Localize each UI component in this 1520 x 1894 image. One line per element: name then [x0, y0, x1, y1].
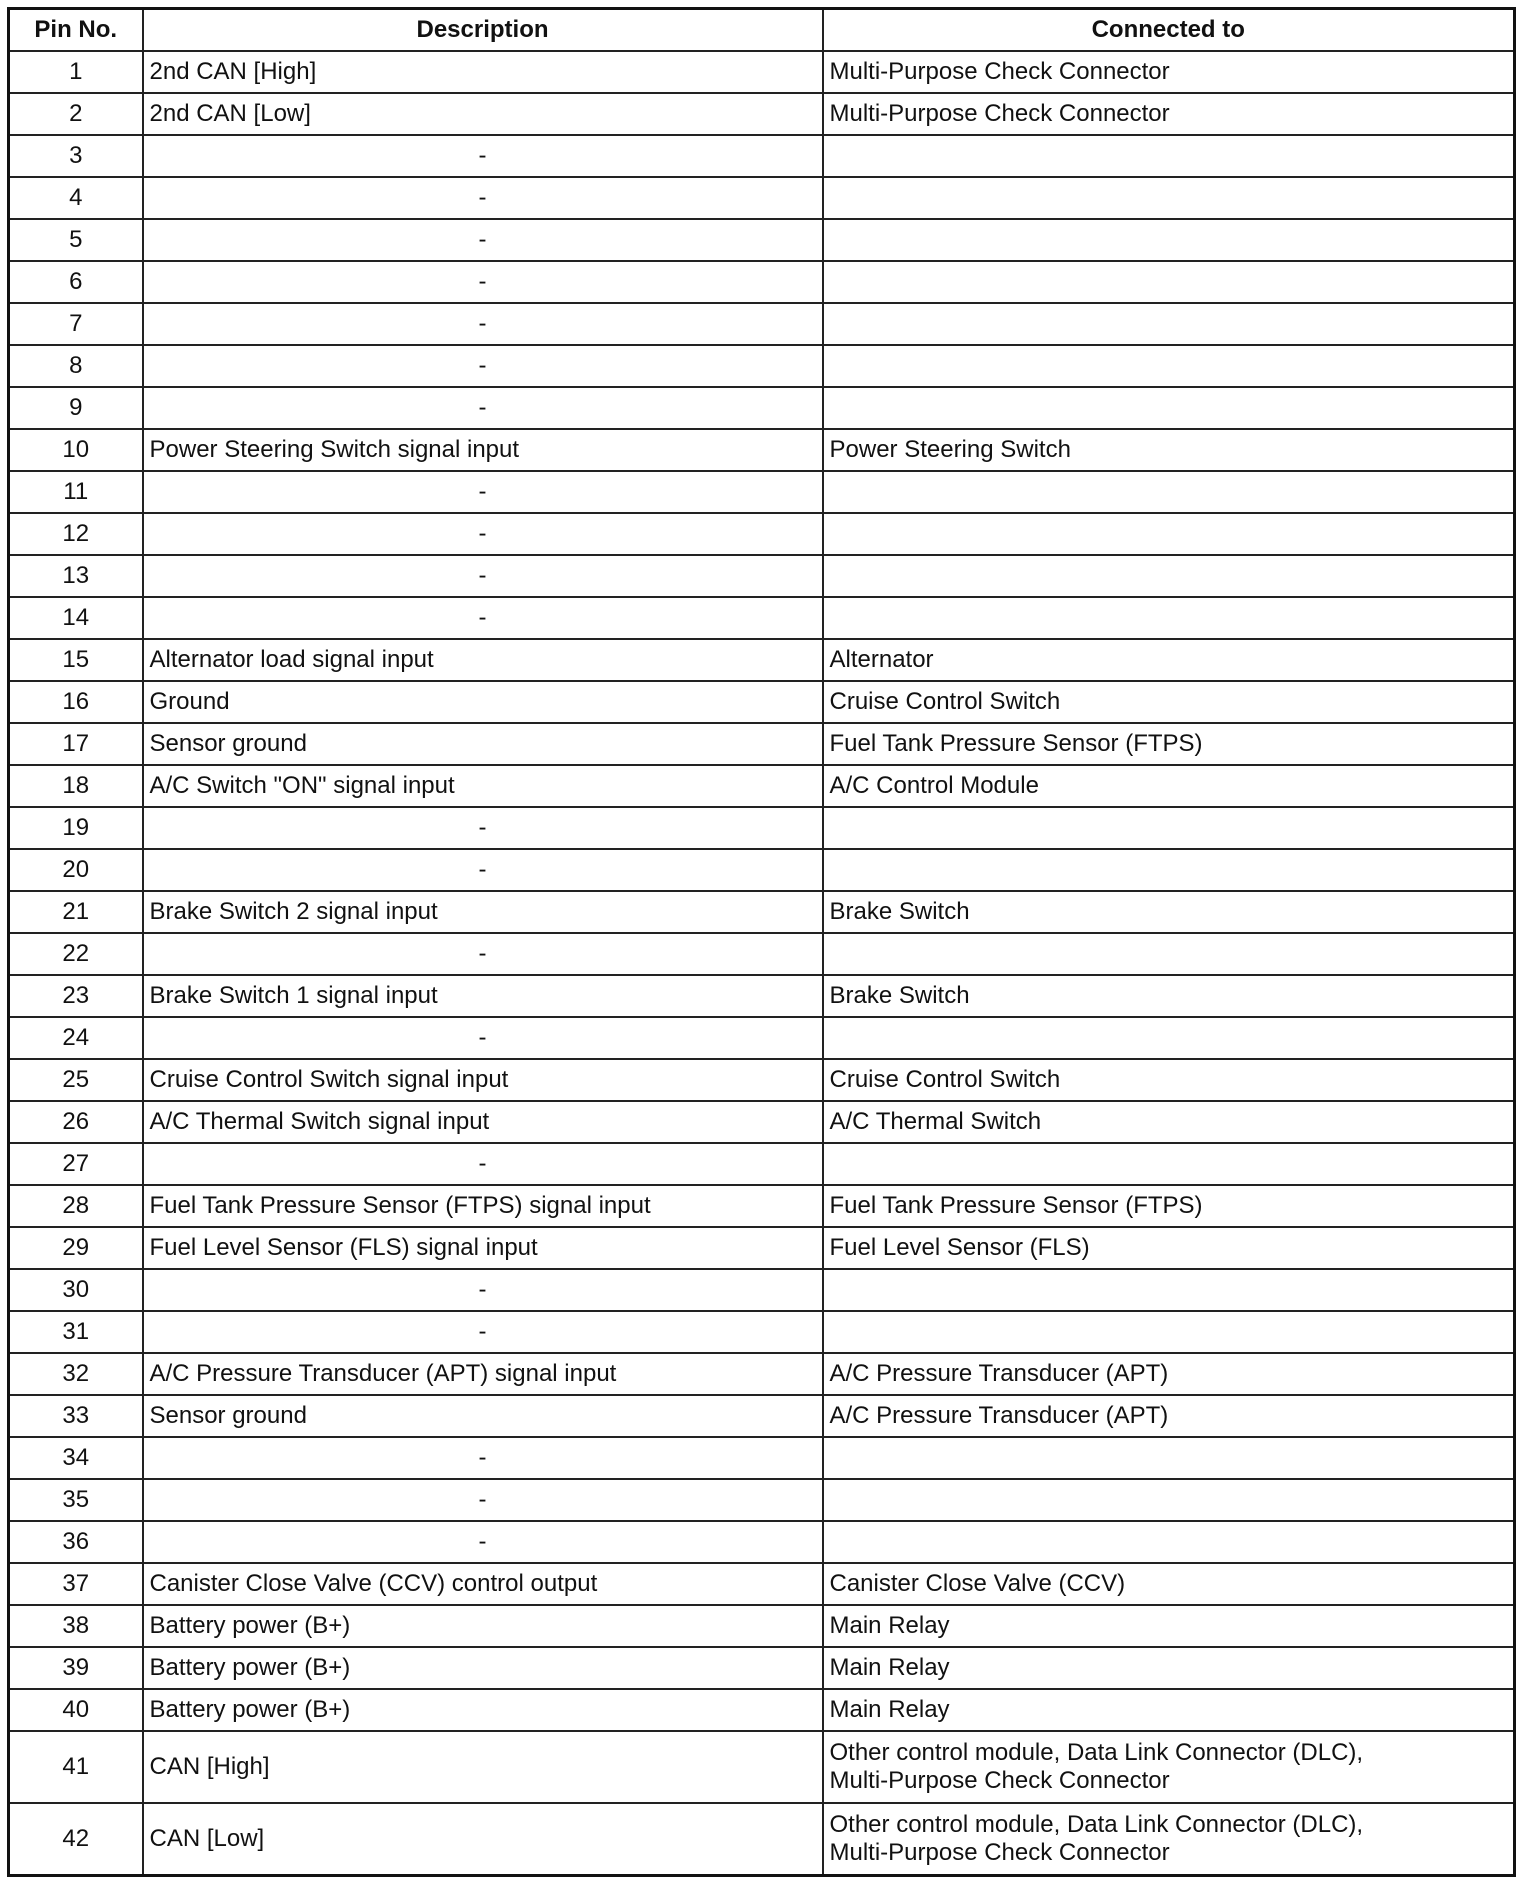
pin-connected-to — [823, 891, 1515, 933]
pin-number: 41 — [9, 1731, 143, 1803]
pin-connected-to — [823, 1803, 1515, 1876]
pin-number: 24 — [9, 1017, 143, 1059]
pin-description: - — [143, 387, 823, 429]
pin-description: - — [143, 807, 823, 849]
pin-description: - — [143, 1311, 823, 1353]
pin-description: - — [143, 513, 823, 555]
table-row — [9, 555, 1515, 597]
pin-number: 7 — [9, 303, 143, 345]
table-row — [9, 933, 1515, 975]
pin-connected-to — [823, 1605, 1515, 1647]
pin-connected-to — [823, 219, 1515, 261]
pin-connected-to — [823, 681, 1515, 723]
pin-description: - — [143, 1479, 823, 1521]
pin-description: - — [143, 597, 823, 639]
pin-description: Cruise Control Switch signal input — [143, 1059, 823, 1101]
connected-to-line: Fuel Level Sensor (FLS) — [829, 1234, 1090, 1261]
pin-description: Battery power (B+) — [143, 1605, 823, 1647]
table-row — [9, 471, 1515, 513]
table-row — [9, 723, 1515, 765]
pin-number: 39 — [9, 1647, 143, 1689]
pin-description: Battery power (B+) — [143, 1689, 823, 1731]
pin-number: 1 — [9, 51, 143, 93]
pin-connected-to — [823, 93, 1515, 135]
table-row — [9, 1017, 1515, 1059]
table-row — [9, 1353, 1515, 1395]
pin-description: - — [143, 1521, 823, 1563]
pin-connected-to — [823, 1563, 1515, 1605]
pin-number: 5 — [9, 219, 143, 261]
pin-description: A/C Switch "ON" signal input — [143, 765, 823, 807]
table-row — [9, 1605, 1515, 1647]
pin-number: 29 — [9, 1227, 143, 1269]
pin-connected-to — [823, 303, 1515, 345]
pin-description: CAN [High] — [143, 1731, 823, 1803]
connected-to-line: Alternator — [829, 646, 934, 673]
table-row — [9, 1647, 1515, 1689]
connected-to-line: Power Steering Switch — [829, 436, 1071, 463]
pin-description: A/C Thermal Switch signal input — [143, 1101, 823, 1143]
connected-to-line: Other control module, Data Link Connector (DLC), — [829, 1739, 1364, 1766]
pin-connected-to — [823, 1521, 1515, 1563]
pin-connected-to — [823, 1185, 1515, 1227]
pin-description: - — [143, 849, 823, 891]
table-row — [9, 1563, 1515, 1605]
connected-to-line: Brake Switch — [829, 982, 970, 1009]
table-row — [9, 765, 1515, 807]
pin-number: 26 — [9, 1101, 143, 1143]
pin-description: - — [143, 1437, 823, 1479]
table-row — [9, 807, 1515, 849]
pin-connected-to — [823, 639, 1515, 681]
pin-connected-to — [823, 1479, 1515, 1521]
header-row — [9, 9, 1515, 52]
table-row — [9, 1059, 1515, 1101]
connected-to-line: Fuel Tank Pressure Sensor (FTPS) — [829, 730, 1203, 757]
table-row — [9, 135, 1515, 177]
pin-number: 40 — [9, 1689, 143, 1731]
pin-connected-to — [823, 1227, 1515, 1269]
pin-connected-to — [823, 513, 1515, 555]
pin-description: Fuel Tank Pressure Sensor (FTPS) signal input — [143, 1185, 823, 1227]
table-row — [9, 513, 1515, 555]
table-row — [9, 219, 1515, 261]
pin-description: A/C Pressure Transducer (APT) signal input — [143, 1353, 823, 1395]
table-row — [9, 93, 1515, 135]
pin-number: 4 — [9, 177, 143, 219]
pin-connected-to — [823, 1353, 1515, 1395]
table-row — [9, 1143, 1515, 1185]
pin-description: Sensor ground — [143, 723, 823, 765]
pin-connected-to — [823, 135, 1515, 177]
header-connected-to: Connected to — [823, 9, 1515, 52]
pin-description: CAN [Low] — [143, 1803, 823, 1876]
pin-connected-to — [823, 597, 1515, 639]
table-row — [9, 51, 1515, 93]
pin-number: 34 — [9, 1437, 143, 1479]
pin-number: 19 — [9, 807, 143, 849]
pin-description: Alternator load signal input — [143, 639, 823, 681]
connected-to-line: Main Relay — [829, 1612, 950, 1639]
pin-number: 37 — [9, 1563, 143, 1605]
table-row — [9, 681, 1515, 723]
pin-description: - — [143, 555, 823, 597]
pin-connected-to — [823, 1437, 1515, 1479]
pin-table — [7, 7, 1516, 1877]
pin-description: Brake Switch 2 signal input — [143, 891, 823, 933]
pin-description: - — [143, 345, 823, 387]
table-row — [9, 1437, 1515, 1479]
pin-description: - — [143, 1017, 823, 1059]
pin-connected-to — [823, 555, 1515, 597]
pin-number: 32 — [9, 1353, 143, 1395]
connected-to-line: Multi-Purpose Check Connector — [829, 100, 1170, 127]
table-row — [9, 1803, 1515, 1876]
pin-connected-to — [823, 1689, 1515, 1731]
pin-description: Canister Close Valve (CCV) control output — [143, 1563, 823, 1605]
pin-number: 35 — [9, 1479, 143, 1521]
table-row — [9, 177, 1515, 219]
header-description: Description — [143, 9, 823, 52]
pin-number: 20 — [9, 849, 143, 891]
pin-connected-to — [823, 723, 1515, 765]
table-row — [9, 639, 1515, 681]
pin-connected-to — [823, 1017, 1515, 1059]
pin-number: 8 — [9, 345, 143, 387]
table-row — [9, 1521, 1515, 1563]
pin-number: 15 — [9, 639, 143, 681]
pin-connected-to — [823, 975, 1515, 1017]
table-row — [9, 1731, 1515, 1803]
pin-description: - — [143, 933, 823, 975]
pin-number: 21 — [9, 891, 143, 933]
pin-number: 36 — [9, 1521, 143, 1563]
pin-number: 28 — [9, 1185, 143, 1227]
pin-connected-to — [823, 765, 1515, 807]
table-row — [9, 1395, 1515, 1437]
pin-number: 16 — [9, 681, 143, 723]
pin-description: - — [143, 1269, 823, 1311]
pin-number: 27 — [9, 1143, 143, 1185]
table-row — [9, 1269, 1515, 1311]
connected-to-line: Main Relay — [829, 1654, 950, 1681]
pin-description: - — [143, 135, 823, 177]
pin-connected-to — [823, 849, 1515, 891]
pin-number: 3 — [9, 135, 143, 177]
table-row — [9, 1185, 1515, 1227]
connected-to-line: Multi-Purpose Check Connector — [829, 1839, 1170, 1866]
pin-connected-to — [823, 177, 1515, 219]
pin-number: 42 — [9, 1803, 143, 1876]
table-row — [9, 891, 1515, 933]
table-row — [9, 261, 1515, 303]
pin-number: 12 — [9, 513, 143, 555]
pin-connected-to — [823, 471, 1515, 513]
connected-to-line: A/C Thermal Switch — [829, 1108, 1042, 1135]
table-row — [9, 303, 1515, 345]
pin-description: - — [143, 261, 823, 303]
pin-description: 2nd CAN [High] — [143, 51, 823, 93]
pin-number: 25 — [9, 1059, 143, 1101]
pin-description: - — [143, 1143, 823, 1185]
table-row — [9, 597, 1515, 639]
pin-connected-to — [823, 1647, 1515, 1689]
table-row — [9, 345, 1515, 387]
table-row — [9, 429, 1515, 471]
pin-connected-to — [823, 51, 1515, 93]
pin-description: Ground — [143, 681, 823, 723]
connected-to-line: A/C Pressure Transducer (APT) — [829, 1360, 1169, 1387]
table-row — [9, 387, 1515, 429]
connected-to-line: Multi-Purpose Check Connector — [829, 1767, 1170, 1794]
pin-number: 23 — [9, 975, 143, 1017]
header-pin-no: Pin No. — [9, 9, 143, 52]
pin-connected-to — [823, 933, 1515, 975]
pin-connected-to — [823, 1395, 1515, 1437]
pin-number: 6 — [9, 261, 143, 303]
pin-description: - — [143, 471, 823, 513]
connected-to-line: Other control module, Data Link Connector (DLC), — [829, 1811, 1364, 1838]
pin-number: 33 — [9, 1395, 143, 1437]
pin-description: - — [143, 219, 823, 261]
pin-description: Brake Switch 1 signal input — [143, 975, 823, 1017]
pin-number: 10 — [9, 429, 143, 471]
pin-number: 38 — [9, 1605, 143, 1647]
connected-to-line: Fuel Tank Pressure Sensor (FTPS) — [829, 1192, 1203, 1219]
pin-number: 14 — [9, 597, 143, 639]
connected-to-line: Cruise Control Switch — [829, 688, 1061, 715]
connected-to-line: Brake Switch — [829, 898, 970, 925]
pin-description: Power Steering Switch signal input — [143, 429, 823, 471]
connected-to-line: Cruise Control Switch — [829, 1066, 1061, 1093]
connected-to-line: Canister Close Valve (CCV) — [829, 1570, 1126, 1597]
pin-connected-to — [823, 807, 1515, 849]
pin-description: 2nd CAN [Low] — [143, 93, 823, 135]
pin-connected-to — [823, 1311, 1515, 1353]
table-row — [9, 849, 1515, 891]
connected-to-line: Multi-Purpose Check Connector — [829, 58, 1170, 85]
pin-number: 9 — [9, 387, 143, 429]
pin-connected-to — [823, 1731, 1515, 1803]
table-row — [9, 1227, 1515, 1269]
connected-to-line: A/C Control Module — [829, 772, 1039, 799]
table-row — [9, 1311, 1515, 1353]
pin-connected-to — [823, 1101, 1515, 1143]
connected-to-line: A/C Pressure Transducer (APT) — [829, 1402, 1169, 1429]
pin-number: 2 — [9, 93, 143, 135]
table-row — [9, 975, 1515, 1017]
pin-connected-to — [823, 345, 1515, 387]
pin-description: Fuel Level Sensor (FLS) signal input — [143, 1227, 823, 1269]
pin-number: 31 — [9, 1311, 143, 1353]
pin-connected-to — [823, 1143, 1515, 1185]
pin-number: 13 — [9, 555, 143, 597]
pin-description: Sensor ground — [143, 1395, 823, 1437]
connected-to-line: Main Relay — [829, 1696, 950, 1723]
pin-number: 22 — [9, 933, 143, 975]
pin-rows — [9, 51, 1515, 1876]
pin-connected-to — [823, 261, 1515, 303]
pin-connected-to — [823, 387, 1515, 429]
pin-number: 30 — [9, 1269, 143, 1311]
pin-connected-to — [823, 1059, 1515, 1101]
pin-description: - — [143, 177, 823, 219]
table-row — [9, 1479, 1515, 1521]
pin-connected-to — [823, 429, 1515, 471]
table-row — [9, 1101, 1515, 1143]
pin-description: Battery power (B+) — [143, 1647, 823, 1689]
table-row — [9, 1689, 1515, 1731]
pin-description: - — [143, 303, 823, 345]
pin-number: 11 — [9, 471, 143, 513]
pin-connected-to — [823, 1269, 1515, 1311]
pin-number: 17 — [9, 723, 143, 765]
pin-number: 18 — [9, 765, 143, 807]
